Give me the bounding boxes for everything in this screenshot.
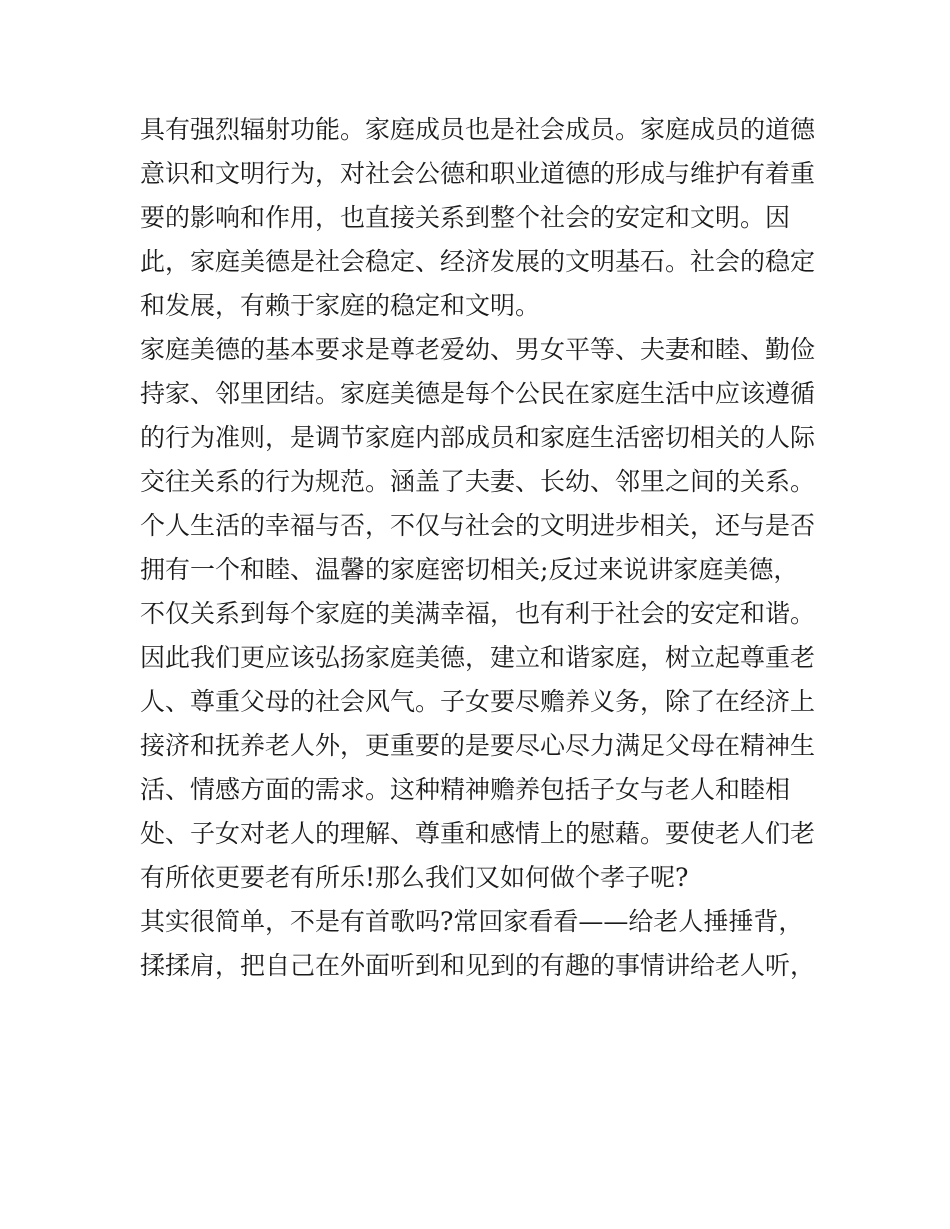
text-line: 揉揉肩，把自己在外面听到和见到的有趣的事情讲给老人听， (140, 951, 816, 980)
text-line: 有所依更要老有所乐!那么我们又如何做个孝子呢? (140, 863, 689, 892)
text-line: 的行为准则，是调节家庭内部成员和家庭生活密切相关的人际 (140, 423, 816, 452)
text-line: 因此我们更应该弘扬家庭美德，建立和谐家庭，树立起尊重老 (140, 643, 816, 672)
text-line: 此，家庭美德是社会稳定、经济发展的文明基石。社会的稳定 (140, 247, 816, 276)
text-line: 交往关系的行为规范。涵盖了夫妻、长幼、邻里之间的关系。 (140, 467, 816, 496)
text-line: 其实很简单，不是有首歌吗?常回家看看——给老人捶捶背， (140, 907, 804, 936)
body-text (140, 108, 830, 988)
text-line: 要的影响和作用，也直接关系到整个社会的安定和文明。因 (140, 203, 791, 232)
text-line: 接济和抚养老人外，更重要的是要尽心尽力满足父母在精神生 (140, 731, 816, 760)
text-line: 人、尊重父母的社会风气。子女要尽赡养义务，除了在经济上 (140, 687, 816, 716)
text-line: 不仅关系到每个家庭的美满幸福，也有利于社会的安定和谐。 (140, 599, 816, 628)
text-line: 活、情感方面的需求。这种精神赡养包括子女与老人和睦相 (140, 775, 791, 804)
text-line: 处、子女对老人的理解、尊重和感情上的慰藉。要使老人们老 (140, 819, 816, 848)
text-line: 持家、邻里团结。家庭美德是每个公民在家庭生活中应该遵循 (140, 379, 816, 408)
text-line: 拥有一个和睦、温馨的家庭密切相关;反过来说讲家庭美德， (140, 555, 799, 584)
text-line: 家庭美德的基本要求是尊老爱幼、男女平等、夫妻和睦、勤俭 (140, 335, 816, 364)
text-line: 个人生活的幸福与否，不仅与社会的文明进步相关，还与是否 (140, 511, 816, 540)
text-line: 和发展，有赖于家庭的稳定和文明。 (140, 291, 541, 320)
text-line: 具有强烈辐射功能。家庭成员也是社会成员。家庭成员的道德 (140, 115, 816, 144)
text-line: 意识和文明行为，对社会公德和职业道德的形成与维护有着重 (140, 159, 816, 188)
